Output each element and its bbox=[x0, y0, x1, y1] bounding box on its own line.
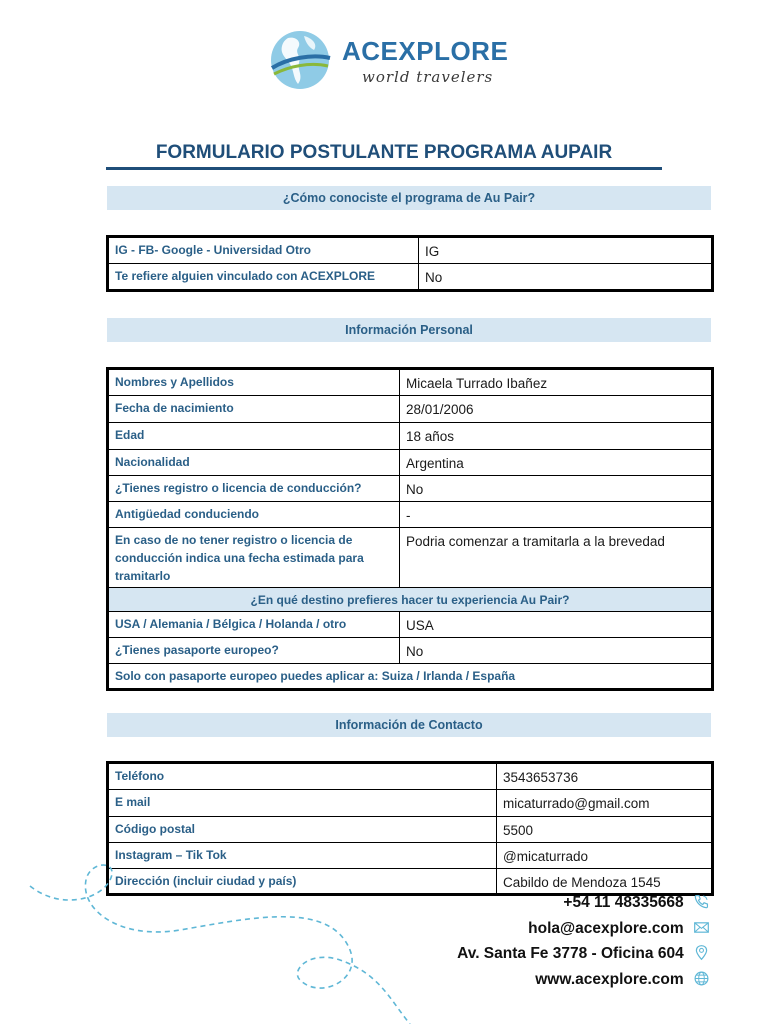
title-underline bbox=[106, 167, 662, 170]
field-label: Nacionalidad bbox=[108, 450, 400, 476]
field-label: Edad bbox=[108, 423, 400, 450]
field-label: IG - FB- Google - Universidad Otro bbox=[108, 237, 419, 264]
footer-address-text[interactable]: Av. Santa Fe 3778 - Oficina 604 bbox=[457, 945, 684, 962]
field-label: ¿Tienes registro o licencia de conducción? bbox=[108, 476, 400, 502]
table-row bbox=[108, 502, 713, 528]
field-label: Dirección (incluir ciudad y país) bbox=[108, 869, 497, 895]
field-label: USA / Alemania / Bélgica / Holanda / otro bbox=[108, 612, 400, 638]
field-value[interactable]: Argentina bbox=[400, 450, 713, 476]
field-label: Instagram – Tik Tok bbox=[108, 843, 497, 869]
field-label: Código postal bbox=[108, 817, 497, 843]
field-label: E mail bbox=[108, 790, 497, 817]
field-value[interactable]: 28/01/2006 bbox=[400, 396, 713, 423]
section-header-how-known: ¿Cómo conociste el programa de Au Pair? bbox=[107, 186, 711, 210]
table-row bbox=[108, 237, 713, 264]
field-value[interactable]: No bbox=[400, 638, 713, 664]
page-title: FORMULARIO POSTULANTE PROGRAMA AUPAIR bbox=[155, 142, 613, 163]
field-label: Antigüedad conduciendo bbox=[108, 502, 400, 528]
globe-icon bbox=[693, 970, 710, 987]
footer-email-text[interactable]: hola@acexplore.com bbox=[528, 920, 684, 937]
table-row bbox=[108, 528, 713, 588]
map-pin-icon bbox=[693, 944, 710, 961]
how-known-table bbox=[106, 235, 714, 292]
table-row bbox=[108, 396, 713, 423]
brand-name: ACEXPLORE bbox=[342, 36, 509, 66]
phone-icon bbox=[693, 893, 710, 910]
footer-phone-text[interactable]: +54 11 48335668 bbox=[563, 894, 684, 911]
destination-subheader: ¿En qué destino prefieres hacer tu experiencia Au Pair? bbox=[108, 588, 713, 612]
footer-email[interactable] bbox=[528, 919, 710, 938]
envelope-icon bbox=[693, 919, 710, 936]
table-row bbox=[108, 264, 713, 291]
field-value[interactable]: Micaela Turrado Ibañez bbox=[400, 369, 713, 396]
footer-website-text[interactable]: www.acexplore.com bbox=[535, 971, 684, 988]
table-row bbox=[108, 423, 713, 450]
table-row bbox=[108, 664, 713, 690]
field-value[interactable]: 5500 bbox=[497, 817, 713, 843]
table-row bbox=[108, 369, 713, 396]
brand-logo bbox=[262, 26, 509, 94]
field-label: Teléfono bbox=[108, 763, 497, 790]
field-value[interactable]: No bbox=[419, 264, 713, 291]
decorative-dashed-curve bbox=[0, 860, 460, 1024]
field-label: En caso de no tener registro o licencia de conducción indica una fecha estimada para tramitarlo bbox=[108, 528, 400, 588]
field-value[interactable]: Cabildo de Mendoza 1545 bbox=[497, 869, 713, 895]
table-row bbox=[108, 450, 713, 476]
field-label: Fecha de nacimiento bbox=[108, 396, 400, 423]
table-row bbox=[108, 817, 713, 843]
table-row bbox=[108, 476, 713, 502]
passport-note: Solo con pasaporte europeo puedes aplicar a: Suiza / Irlanda / España bbox=[108, 664, 713, 690]
field-label: ¿Tienes pasaporte europeo? bbox=[108, 638, 400, 664]
table-row bbox=[108, 638, 713, 664]
section-header-personal: Información Personal bbox=[107, 318, 711, 342]
field-value[interactable]: USA bbox=[400, 612, 713, 638]
footer-phone[interactable] bbox=[563, 893, 710, 912]
field-label: Te refiere alguien vinculado con ACEXPLORE bbox=[108, 264, 419, 291]
footer-address[interactable] bbox=[457, 944, 710, 963]
globe-logo-icon bbox=[268, 28, 332, 92]
field-value[interactable]: Podria comenzar a tramitarla a la brevedad bbox=[400, 528, 713, 588]
table-row bbox=[108, 790, 713, 817]
brand-tagline: world travelers bbox=[362, 68, 494, 86]
field-value[interactable]: micaturrado@gmail.com bbox=[497, 790, 713, 817]
table-row bbox=[108, 612, 713, 638]
field-label: Nombres y Apellidos bbox=[108, 369, 400, 396]
field-value[interactable]: @micaturrado bbox=[497, 843, 713, 869]
table-row bbox=[108, 588, 713, 612]
field-value[interactable]: 18 años bbox=[400, 423, 713, 450]
field-value[interactable]: No bbox=[400, 476, 713, 502]
field-value[interactable]: - bbox=[400, 502, 713, 528]
personal-info-table bbox=[106, 367, 714, 691]
table-row bbox=[108, 763, 713, 790]
field-value[interactable]: 3543653736 bbox=[497, 763, 713, 790]
section-header-contact: Información de Contacto bbox=[107, 713, 711, 737]
field-value[interactable]: IG bbox=[419, 237, 713, 264]
footer-website[interactable] bbox=[535, 970, 710, 989]
